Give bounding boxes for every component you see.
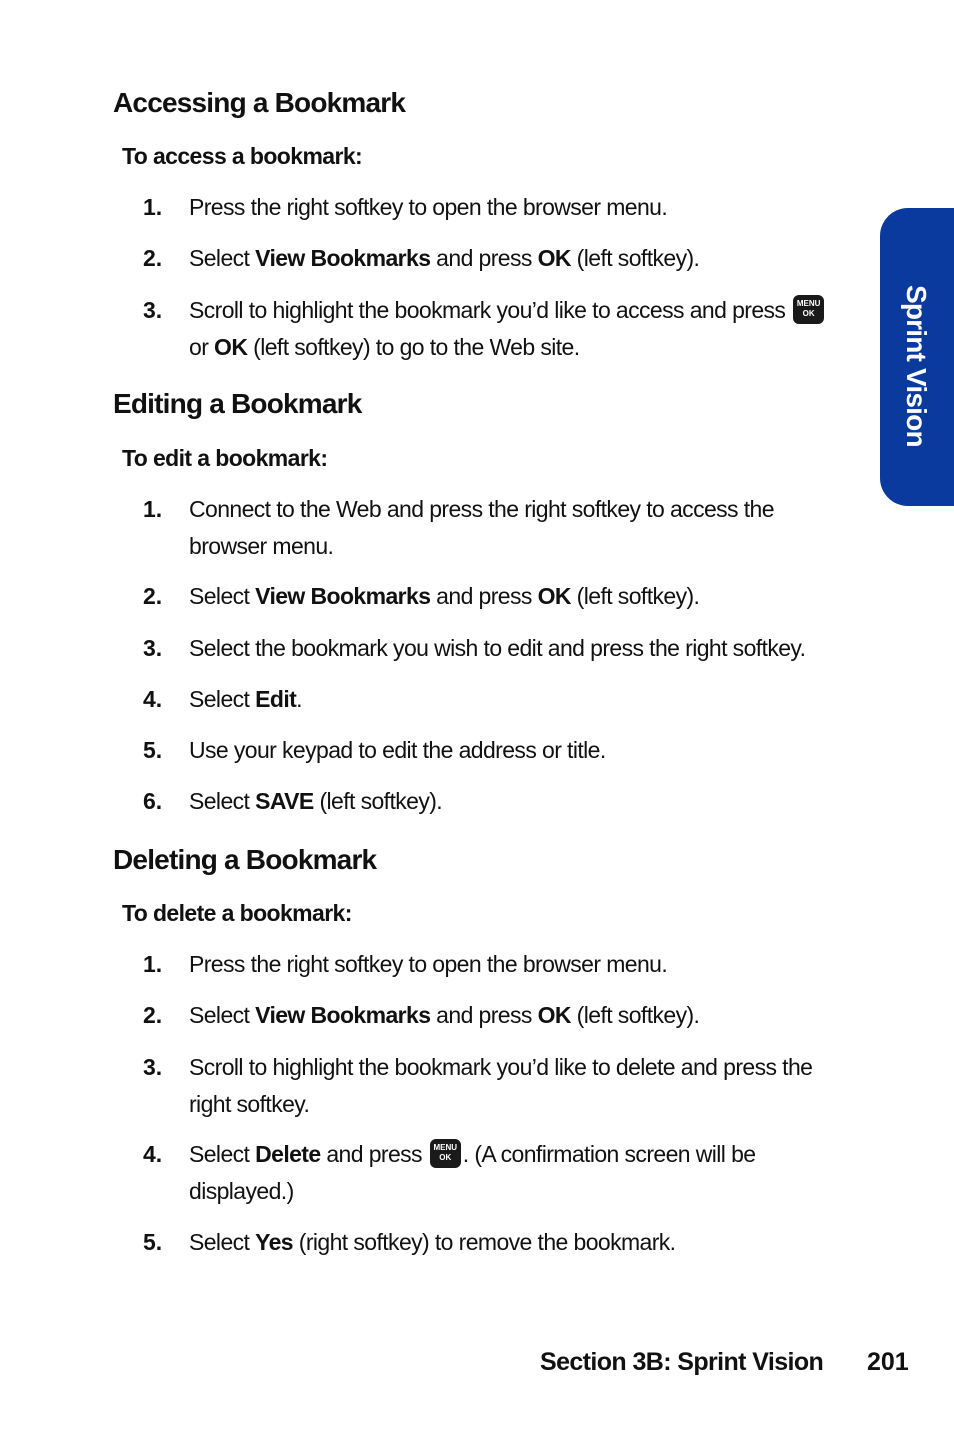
page-number: 201 xyxy=(867,1348,909,1376)
step-text xyxy=(189,292,843,366)
step-text-run: Use your keypad to edit the address or title. xyxy=(189,737,606,763)
step-text-run: Connect to the Web and press the right softkey to access the browser menu. xyxy=(189,496,774,559)
step-text-run: Press the right softkey to open the browser menu. xyxy=(189,194,668,220)
step-text-run: Select xyxy=(189,1141,256,1167)
step-text xyxy=(189,630,843,667)
step-text-run: or xyxy=(189,334,215,360)
step-text xyxy=(189,189,843,226)
emphasized-term: SAVE xyxy=(255,788,314,814)
edit-step-2 xyxy=(143,578,843,615)
delete-step-4 xyxy=(143,1136,843,1210)
step-number: 1. xyxy=(143,496,163,522)
emphasized-term: Yes xyxy=(255,1229,293,1255)
step-text xyxy=(189,1049,843,1123)
step-number: 2. xyxy=(143,245,163,271)
step-number: 2. xyxy=(143,1002,163,1028)
step-number: 1. xyxy=(143,194,163,220)
step-number: 1. xyxy=(143,951,163,977)
step-text-run: (left softkey). xyxy=(570,245,700,271)
heading-deleting-bookmark: Deleting a Bookmark xyxy=(113,844,377,875)
menu-ok-key-label-top: MENU xyxy=(433,1143,458,1153)
step-text-run: Select xyxy=(189,245,256,271)
step-text-run: (left softkey). xyxy=(570,583,700,609)
step-text-run: and press xyxy=(320,1141,428,1167)
step-text-run: Select xyxy=(189,1229,256,1255)
step-text-run: Select xyxy=(189,686,256,712)
step-number: 2. xyxy=(143,583,163,609)
step-text-run: Select xyxy=(189,788,256,814)
edit-step-6 xyxy=(143,783,843,820)
delete-step-5 xyxy=(143,1224,843,1261)
emphasized-term: OK xyxy=(214,334,248,360)
step-text-run: and press xyxy=(430,1002,538,1028)
emphasized-term: OK xyxy=(537,583,571,609)
step-text-run: Press the right softkey to open the browser menu. xyxy=(189,951,668,977)
step-number: 3. xyxy=(143,635,163,661)
step-text-run: . xyxy=(296,686,302,712)
step-text xyxy=(189,783,843,820)
step-text-run: Select xyxy=(189,583,256,609)
menu-ok-key-label-bottom: OK xyxy=(802,309,815,319)
step-text-run: and press xyxy=(430,245,538,271)
step-number: 3. xyxy=(143,1054,163,1080)
heading-accessing-bookmark: Accessing a Bookmark xyxy=(113,87,406,118)
step-number: 4. xyxy=(143,1141,163,1167)
access-step-3 xyxy=(143,292,843,366)
step-number: 5. xyxy=(143,737,163,763)
step-text xyxy=(189,681,843,718)
heading-editing-bookmark: Editing a Bookmark xyxy=(113,388,362,419)
step-text xyxy=(189,732,843,769)
step-text xyxy=(189,240,843,277)
step-text-run: (right softkey) to remove the bookmark. xyxy=(292,1229,676,1255)
delete-step-2 xyxy=(143,997,843,1034)
step-text-run: (left softkey) to go to the Web site. xyxy=(247,334,580,360)
emphasized-term: View Bookmarks xyxy=(255,245,431,271)
emphasized-term: Delete xyxy=(255,1141,321,1167)
edit-step-4 xyxy=(143,681,843,718)
step-text-run: (left softkey). xyxy=(570,1002,700,1028)
step-number: 3. xyxy=(143,297,163,323)
step-text xyxy=(189,491,843,565)
menu-ok-key-icon xyxy=(793,295,824,324)
step-text-run: and press xyxy=(430,583,538,609)
step-text-run: Scroll to highlight the bookmark you’d like to delete and press the right softkey. xyxy=(189,1054,813,1117)
delete-step-3 xyxy=(143,1049,843,1123)
menu-ok-key-label-top: MENU xyxy=(796,299,821,309)
menu-ok-key-icon xyxy=(430,1139,461,1168)
step-number: 6. xyxy=(143,788,163,814)
side-tab-label: Sprint Vision xyxy=(901,285,932,447)
step-text-run: . (A confirmation screen will be displayed.) xyxy=(189,1141,756,1204)
emphasized-term: OK xyxy=(537,1002,571,1028)
edit-step-1 xyxy=(143,491,843,565)
step-text xyxy=(189,997,843,1034)
step-text xyxy=(189,578,843,615)
step-text-run: Scroll to highlight the bookmark you’d like to access and press xyxy=(189,297,792,323)
subheading-delete: To delete a bookmark: xyxy=(122,900,352,926)
step-text xyxy=(189,1224,843,1261)
subheading-access: To access a bookmark: xyxy=(122,143,363,169)
step-text xyxy=(189,1136,843,1210)
step-text xyxy=(189,946,843,983)
step-number: 4. xyxy=(143,686,163,712)
delete-step-1 xyxy=(143,946,843,983)
access-step-2 xyxy=(143,240,843,277)
footer-section-title: Section 3B: Sprint Vision xyxy=(540,1348,824,1376)
emphasized-term: View Bookmarks xyxy=(255,1002,431,1028)
step-number: 5. xyxy=(143,1229,163,1255)
access-step-1 xyxy=(143,189,843,226)
emphasized-term: OK xyxy=(537,245,571,271)
emphasized-term: Edit xyxy=(255,686,297,712)
edit-step-3 xyxy=(143,630,843,667)
subheading-edit: To edit a bookmark: xyxy=(122,445,328,471)
step-text-run: (left softkey). xyxy=(313,788,443,814)
step-text-run: Select the bookmark you wish to edit and press the right softkey. xyxy=(189,635,806,661)
menu-ok-key-label-bottom: OK xyxy=(439,1153,452,1163)
edit-step-5 xyxy=(143,732,843,769)
emphasized-term: View Bookmarks xyxy=(255,583,431,609)
step-text-run: Select xyxy=(189,1002,256,1028)
